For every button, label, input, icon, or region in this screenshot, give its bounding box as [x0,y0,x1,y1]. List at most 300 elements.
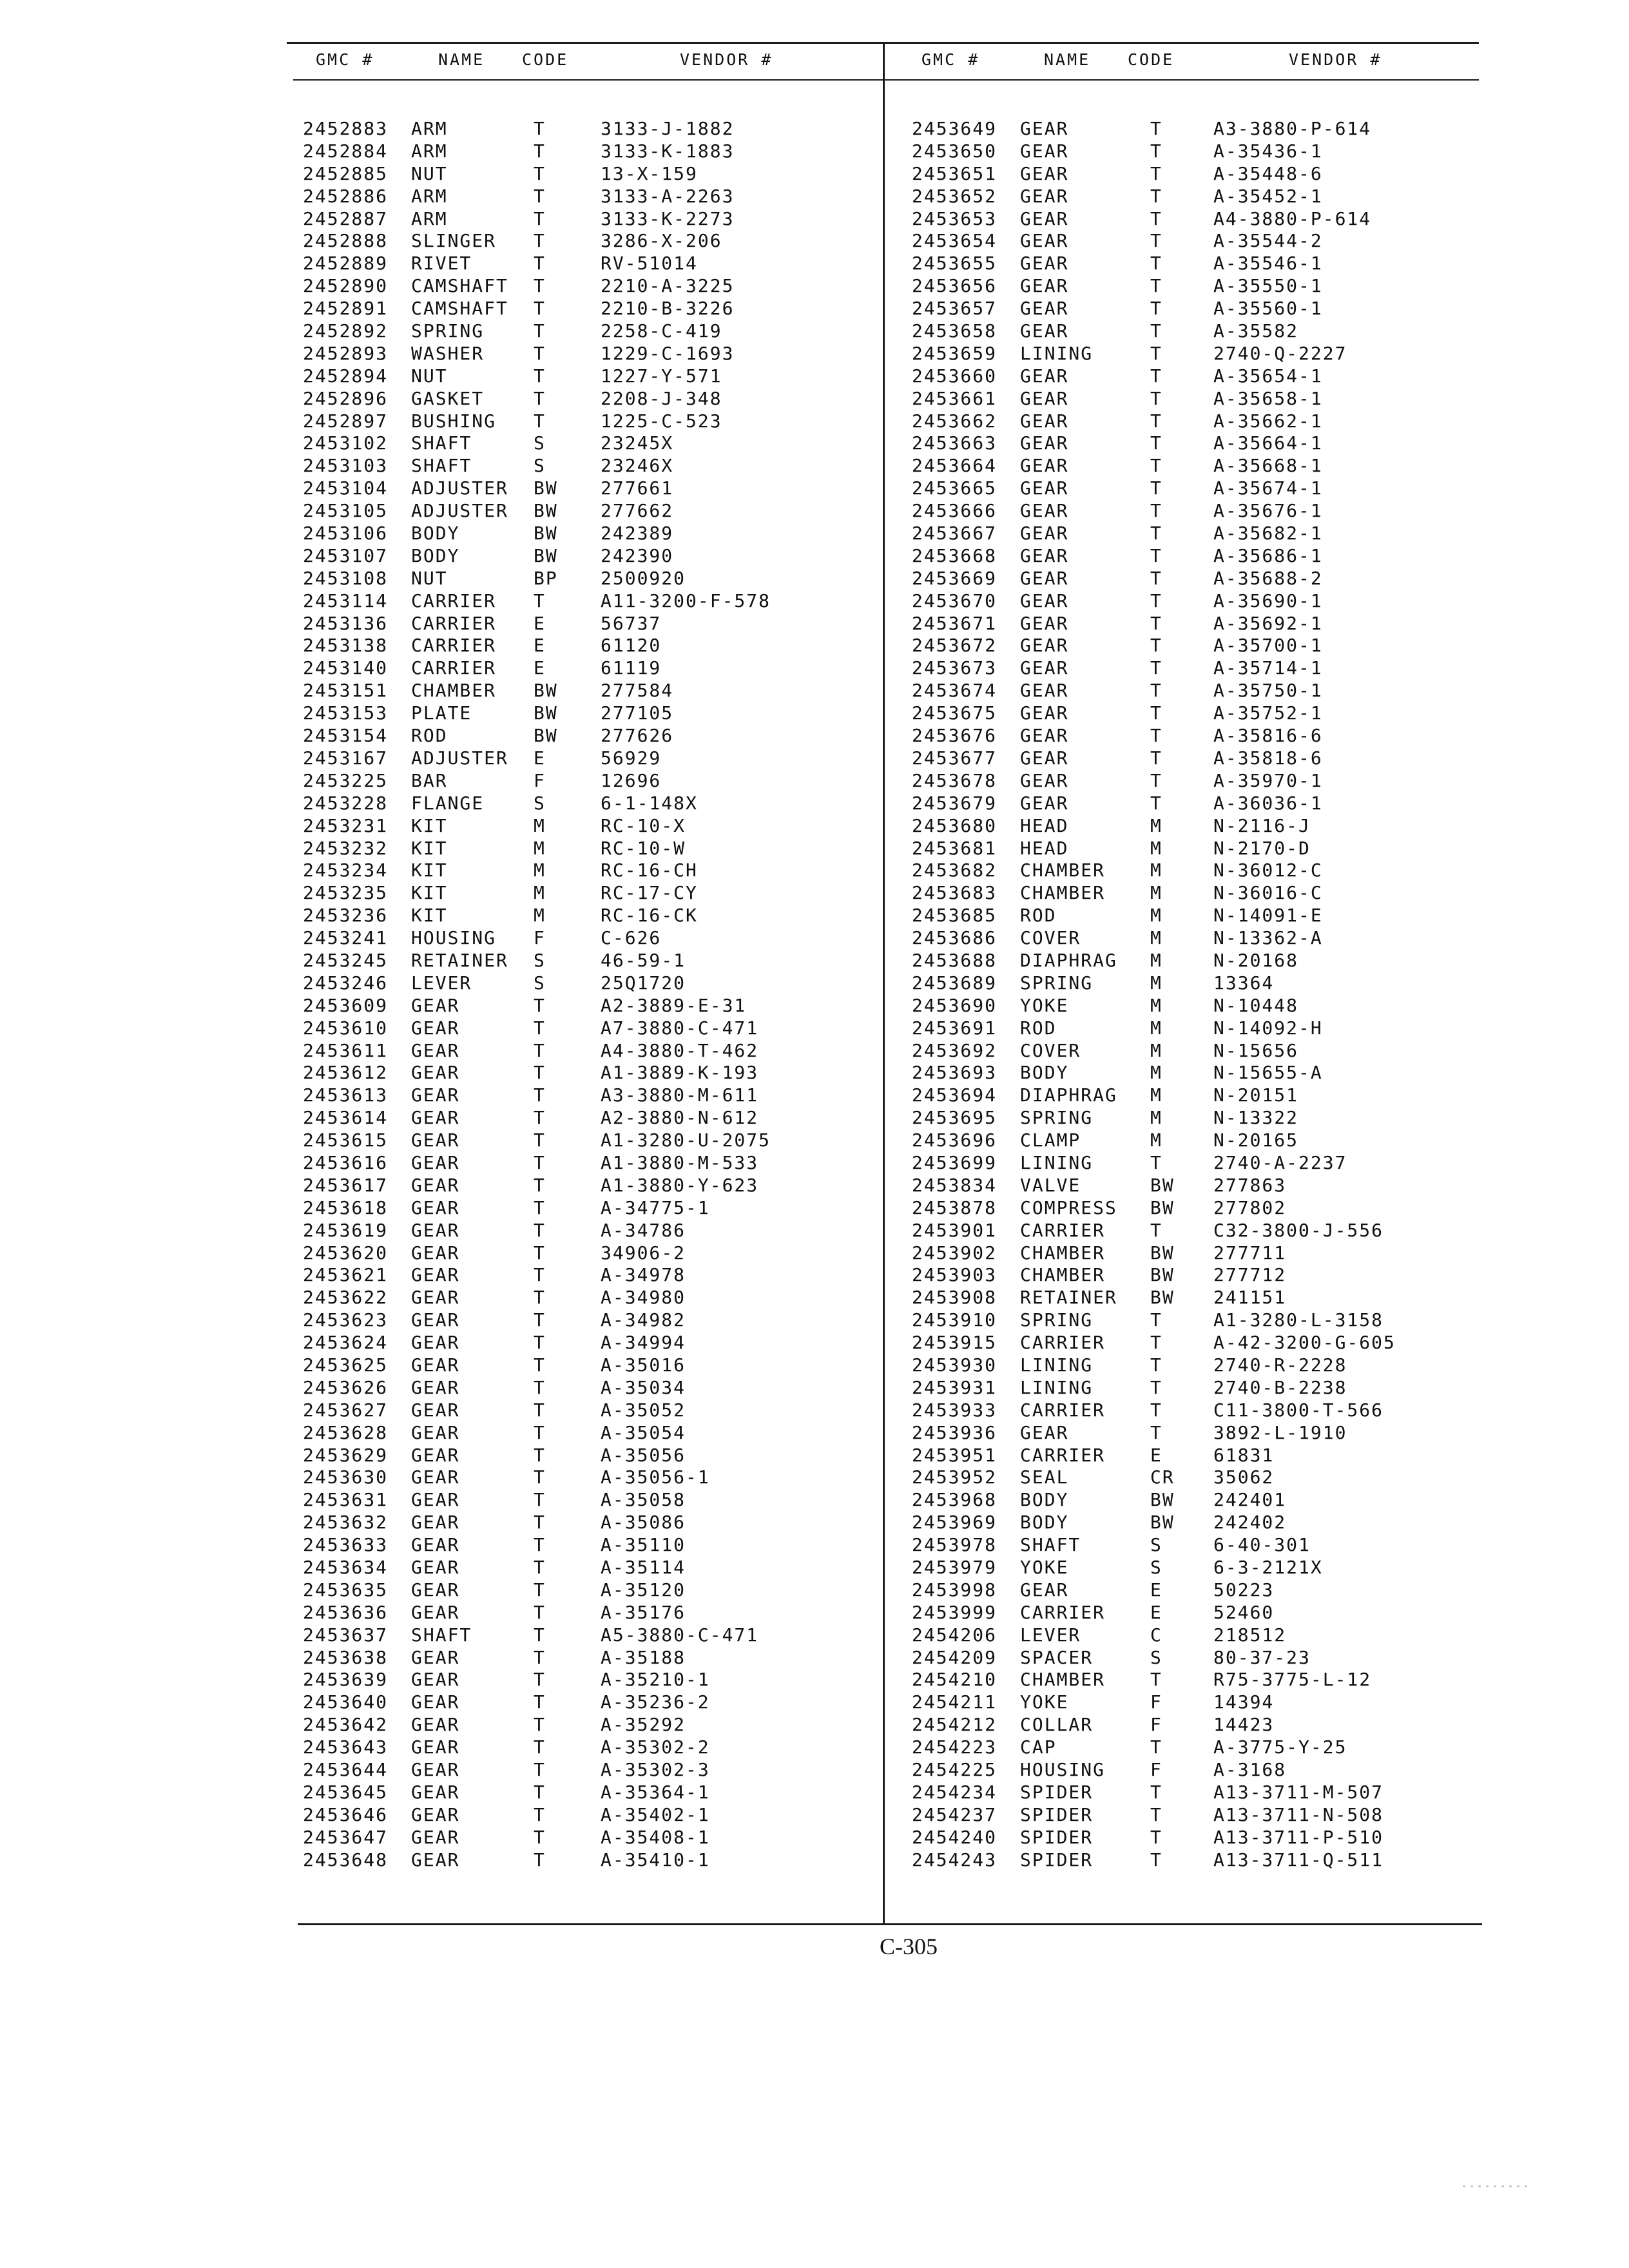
part-code: T [534,1062,546,1084]
gmc-number: 2453693 [912,1062,998,1084]
gmc-number: 2453105 [303,500,389,522]
part-code: T [534,1849,546,1870]
header-code: CODE [1128,50,1175,69]
table-row [303,1377,870,1399]
vendor-number: A-36036-1 [1213,792,1323,814]
part-name: CHAMBER [1020,860,1106,881]
vendor-number: 25Q1720 [601,972,686,994]
gmc-number: 2453695 [912,1107,998,1129]
part-code: M [534,882,546,904]
part-code: M [1150,994,1162,1016]
vendor-number: A13-3711-M-507 [1213,1781,1384,1803]
table-row [912,1264,1472,1287]
part-code: S [534,949,546,971]
part-name: DIAPHRAG [1020,949,1117,971]
vendor-number: A1-3280-L-3158 [1213,1309,1384,1331]
part-code: T [1150,657,1162,679]
gmc-number: 2453969 [912,1512,998,1533]
part-code: E [534,747,546,769]
table-row [912,725,1472,747]
part-name: SPIDER [1020,1803,1094,1825]
vendor-number: N-13362-A [1213,927,1323,949]
table-row [912,1669,1472,1691]
part-name: ARM [411,185,448,207]
table-row [303,747,870,770]
table-row [303,320,870,343]
part-code: F [534,769,546,791]
part-code: BW [1150,1264,1175,1286]
vendor-number: 277662 [601,500,674,522]
part-code: BW [534,500,558,522]
table-row [303,1691,870,1714]
part-name: GEAR [1020,612,1069,634]
part-name: VALVE [1020,1174,1081,1196]
table-row [912,410,1472,433]
part-name: GEAR [1020,140,1069,162]
gmc-number: 2453138 [303,635,389,657]
table-row [912,118,1472,140]
part-name: RIVET [411,253,472,274]
gmc-number: 2453639 [303,1669,389,1691]
gmc-number: 2453616 [303,1151,389,1173]
gmc-number: 2453638 [303,1646,389,1668]
table-row [303,1445,870,1467]
part-name: GEAR [1020,747,1069,769]
vendor-number: 277863 [1213,1174,1287,1196]
part-name: CARRIER [1020,1219,1106,1241]
vendor-number: 242389 [601,523,674,544]
table-row [303,1422,870,1445]
part-code: BW [534,544,558,566]
part-code: T [1150,1849,1162,1870]
part-name: CLAMP [1020,1129,1081,1151]
table-row [912,838,1472,860]
part-code: T [534,1669,546,1691]
vendor-number: A-35210-1 [601,1669,710,1691]
part-code: T [1150,1332,1162,1354]
scan-artifact [1463,2186,1527,2187]
part-code: T [534,1196,546,1218]
gmc-number: 2453673 [912,657,998,679]
part-name: CHAMBER [1020,1264,1106,1286]
page-number: C-305 [880,1934,938,1959]
vendor-number: 2740-R-2228 [1213,1354,1347,1376]
table-row [912,590,1472,613]
gmc-number: 2453915 [912,1332,998,1354]
gmc-number: 2453637 [303,1624,389,1646]
gmc-number: 2453642 [303,1714,389,1736]
part-name: CARRIER [1020,1399,1106,1421]
part-code: M [534,905,546,927]
table-row [912,275,1472,298]
gmc-number: 2453635 [303,1579,389,1600]
table-row [912,455,1472,477]
vendor-number: 277661 [601,477,674,499]
gmc-number: 2453692 [912,1039,998,1061]
part-name: FLANGE [411,792,485,814]
vendor-number: 14423 [1213,1714,1275,1736]
part-name: CHAMBER [1020,1669,1106,1691]
gmc-number: 2453643 [303,1736,389,1758]
table-row [912,1309,1472,1332]
vendor-number: A-35582 [1213,320,1299,342]
gmc-number: 2453681 [912,837,998,859]
table-row [912,432,1472,455]
vendor-number: 61119 [601,657,662,679]
table-row [303,253,870,275]
vendor-number: A-35110 [601,1534,686,1556]
part-code: S [1150,1557,1162,1578]
part-code: T [1150,118,1162,139]
part-code: M [1150,1084,1162,1106]
gmc-number: 2454211 [912,1691,998,1713]
vendor-number: 56929 [601,747,662,769]
table-row [912,568,1472,590]
part-code: T [534,1691,546,1713]
table-row [303,972,870,995]
table-row [303,1107,870,1129]
gmc-number: 2453668 [912,544,998,566]
part-name: GEAR [411,1017,460,1039]
gmc-number: 2453998 [912,1579,998,1600]
table-row [912,523,1472,545]
part-name: GEAR [411,1714,460,1736]
table-row [912,1377,1472,1399]
gmc-number: 2453106 [303,523,389,544]
part-code: E [1150,1601,1162,1623]
gmc-number: 2453655 [912,253,998,274]
part-name: GEAR [411,1129,460,1151]
vendor-number: 2740-A-2237 [1213,1151,1347,1173]
part-name: GEAR [411,1803,460,1825]
gmc-number: 2453630 [303,1466,389,1488]
table-row [303,1827,870,1849]
table-row [912,950,1472,972]
part-code: T [1150,207,1162,229]
gmc-number: 2454234 [912,1781,998,1803]
gmc-number: 2453999 [912,1601,998,1623]
vendor-number: A-35364-1 [601,1781,710,1803]
gmc-number: 2452891 [303,298,389,320]
gmc-number: 2453669 [912,567,998,589]
part-name: GEAR [411,1309,460,1331]
vendor-number: A-34978 [601,1264,686,1286]
part-code: T [534,590,546,611]
part-name: LINING [1020,1354,1094,1376]
part-code: M [1150,1062,1162,1084]
part-code: T [534,1557,546,1578]
part-name: COVER [1020,927,1081,949]
vendor-number: A-35714-1 [1213,657,1323,679]
part-name: BODY [1020,1062,1069,1084]
table-row [912,1849,1472,1872]
gmc-number: 2453241 [303,927,389,949]
part-code: S [1150,1534,1162,1556]
part-code: T [534,342,546,364]
table-row [912,230,1472,253]
table-row [303,1152,870,1175]
table-row [303,1804,870,1827]
part-name: YOKE [1020,1691,1069,1713]
part-name: GEAR [1020,702,1069,724]
part-name: ARM [411,118,448,139]
part-name: HEAD [1020,814,1069,836]
part-code: BW [1150,1489,1175,1511]
vendor-number: N-13322 [1213,1107,1299,1129]
part-name: ADJUSTER [411,747,508,769]
gmc-number: 2454243 [912,1849,998,1870]
part-code: T [1150,455,1162,477]
vendor-number: 61120 [601,635,662,657]
part-code: M [534,837,546,859]
part-name: GEAR [411,1062,460,1084]
vendor-number: N-20168 [1213,949,1299,971]
part-name: GEAR [411,1759,460,1781]
vendor-number: A-35818-6 [1213,747,1323,769]
table-row [303,1557,870,1579]
table-row [303,1647,870,1669]
part-code: T [1150,1151,1162,1173]
gmc-number: 2453613 [303,1084,389,1106]
table-row [912,680,1472,702]
header-rule [293,79,1479,81]
part-code: T [534,118,546,139]
table-row [303,1062,870,1084]
table-row [912,545,1472,568]
table-row [303,815,870,838]
part-name: GEAR [411,1601,460,1623]
part-name: GEAR [1020,387,1069,409]
gmc-number: 2452897 [303,410,389,432]
gmc-number: 2453930 [912,1354,998,1376]
vendor-number: A1-3880-Y-623 [601,1174,759,1196]
part-code: BW [534,523,558,544]
part-code: T [534,1489,546,1511]
vendor-number: A-35188 [601,1646,686,1668]
table-row [303,118,870,140]
vendor-number: A-35056-1 [601,1466,710,1488]
vendor-number: N-10448 [1213,994,1299,1016]
table-row [303,230,870,253]
table-row [303,882,870,905]
part-code: S [534,972,546,994]
vendor-number: 3133-K-1883 [601,140,735,162]
table-row [912,1129,1472,1152]
gmc-number: 2453648 [303,1849,389,1870]
gmc-number: 2453136 [303,612,389,634]
table-row [303,275,870,298]
vendor-number: 46-59-1 [601,949,686,971]
vendor-number: A-35550-1 [1213,275,1323,297]
header-name: NAME [1044,50,1091,69]
part-code: M [1150,905,1162,927]
part-name: GEAR [411,1736,460,1758]
gmc-number: 2453609 [303,994,389,1016]
table-row [912,747,1472,770]
part-code: T [1150,185,1162,207]
gmc-number: 2453694 [912,1084,998,1106]
part-name: SPRING [1020,1309,1094,1331]
vendor-number: A-35120 [601,1579,686,1600]
gmc-number: 2453660 [912,365,998,387]
part-name: CAMSHAFT [411,275,508,297]
part-name: HOUSING [1020,1759,1106,1781]
part-code: BP [534,567,558,589]
part-name: BODY [1020,1512,1069,1533]
part-code: T [534,298,546,320]
gmc-number: 2452892 [303,320,389,342]
part-name: GEAR [1020,544,1069,566]
gmc-number: 2454225 [912,1759,998,1781]
gmc-number: 2453647 [303,1826,389,1848]
part-name: SHAFT [411,1624,472,1646]
part-code: T [1150,1669,1162,1691]
vendor-number: 277626 [601,725,674,747]
part-code: T [1150,500,1162,522]
part-name: GEAR [1020,477,1069,499]
part-name: LEVER [1020,1624,1081,1646]
part-name: CARRIER [1020,1332,1106,1354]
gmc-number: 2453624 [303,1332,389,1354]
vendor-number: 13364 [1213,972,1275,994]
gmc-number: 2452889 [303,253,389,274]
gmc-number: 2453612 [303,1062,389,1084]
gmc-number: 2453667 [912,523,998,544]
gmc-number: 2453632 [303,1512,389,1533]
gmc-number: 2453903 [912,1264,998,1286]
part-name: GEAR [411,1781,460,1803]
table-row [303,1534,870,1557]
table-row [912,1557,1472,1579]
gmc-number: 2453231 [303,814,389,836]
part-name: WASHER [411,342,485,364]
part-code: M [1150,949,1162,971]
gmc-number: 2453902 [912,1242,998,1264]
part-code: S [534,432,546,454]
vendor-number: RC-16-CK [601,905,698,927]
gmc-number: 2453951 [912,1444,998,1466]
part-code: T [534,1219,546,1241]
part-name: NUT [411,365,448,387]
gmc-number: 2453933 [912,1399,998,1421]
gmc-number: 2453664 [912,455,998,477]
gmc-number: 2453978 [912,1534,998,1556]
part-code: T [534,1129,546,1151]
part-code: T [1150,1781,1162,1803]
table-row [912,140,1472,163]
part-code: T [534,1736,546,1758]
part-name: GEAR [411,1826,460,1848]
gmc-number: 2453936 [912,1421,998,1443]
part-name: ARM [411,140,448,162]
part-code: T [534,1759,546,1781]
header-code: CODE [522,50,569,69]
part-name: GEAR [1020,523,1069,544]
vendor-number: A-35436-1 [1213,140,1323,162]
header-vendor: VENDOR # [680,50,773,69]
table-row [303,1466,870,1489]
table-row [303,1489,870,1512]
part-name: SPRING [1020,972,1094,994]
part-name: GEAR [411,1691,460,1713]
gmc-number: 2453619 [303,1219,389,1241]
vendor-number: A-35668-1 [1213,455,1323,477]
right-column-header [921,50,1476,76]
part-name: GEAR [411,1084,460,1106]
part-name: COLLAR [1020,1714,1094,1736]
vendor-number: A-42-3200-G-605 [1213,1332,1396,1354]
part-name: SHAFT [411,455,472,477]
part-name: GEAR [1020,567,1069,589]
gmc-number: 2453677 [912,747,998,769]
vendor-number: A-35700-1 [1213,635,1323,657]
part-code: M [1150,1107,1162,1129]
part-name: GEAR [1020,432,1069,454]
gmc-number: 2453225 [303,769,389,791]
vendor-number: A-35750-1 [1213,680,1323,702]
part-code: T [1150,1826,1162,1848]
table-row [912,1647,1472,1669]
vendor-number: A3-3880-P-614 [1213,118,1372,139]
part-name: GEAR [1020,1421,1069,1443]
vendor-number: 3892-L-1910 [1213,1421,1347,1443]
table-row [912,1782,1472,1804]
part-name: SPACER [1020,1646,1094,1668]
table-row [303,1197,870,1220]
table-row [303,927,870,950]
part-name: GEAR [411,1376,460,1398]
part-code: F [1150,1714,1162,1736]
table-row [912,1736,1472,1759]
part-name: GEAR [411,1219,460,1241]
part-name: GEAR [1020,1579,1069,1600]
part-code: M [1150,972,1162,994]
part-code: T [1150,567,1162,589]
gmc-number: 2453154 [303,725,389,747]
part-code: T [534,1017,546,1039]
table-row [303,208,870,231]
part-code: BW [534,725,558,747]
part-name: KIT [411,860,448,881]
vendor-number: 1225-C-523 [601,410,722,432]
vendor-number: 242390 [601,544,674,566]
gmc-number: 2453659 [912,342,998,364]
gmc-number: 2452885 [303,162,389,184]
gmc-number: 2453901 [912,1219,998,1241]
table-row [303,455,870,477]
gmc-number: 2453979 [912,1557,998,1578]
left-column-header [316,50,876,76]
vendor-number: RC-16-CH [601,860,698,881]
vendor-number: A-34980 [601,1287,686,1309]
table-row [912,815,1472,838]
table-row [303,432,870,455]
vendor-number: A-3168 [1213,1759,1287,1781]
vendor-number: A-35034 [601,1376,686,1398]
part-code: F [534,927,546,949]
table-row [912,635,1472,657]
table-row [303,1849,870,1872]
vendor-number: 6-3-2121X [1213,1557,1323,1578]
gmc-number: 2453614 [303,1107,389,1129]
table-row [303,1624,870,1647]
table-row [303,163,870,186]
part-code: BW [1150,1196,1175,1218]
gmc-number: 2453654 [912,230,998,252]
vendor-number: 2500920 [601,567,686,589]
part-name: SHAFT [1020,1534,1081,1556]
part-name: SPIDER [1020,1849,1094,1870]
